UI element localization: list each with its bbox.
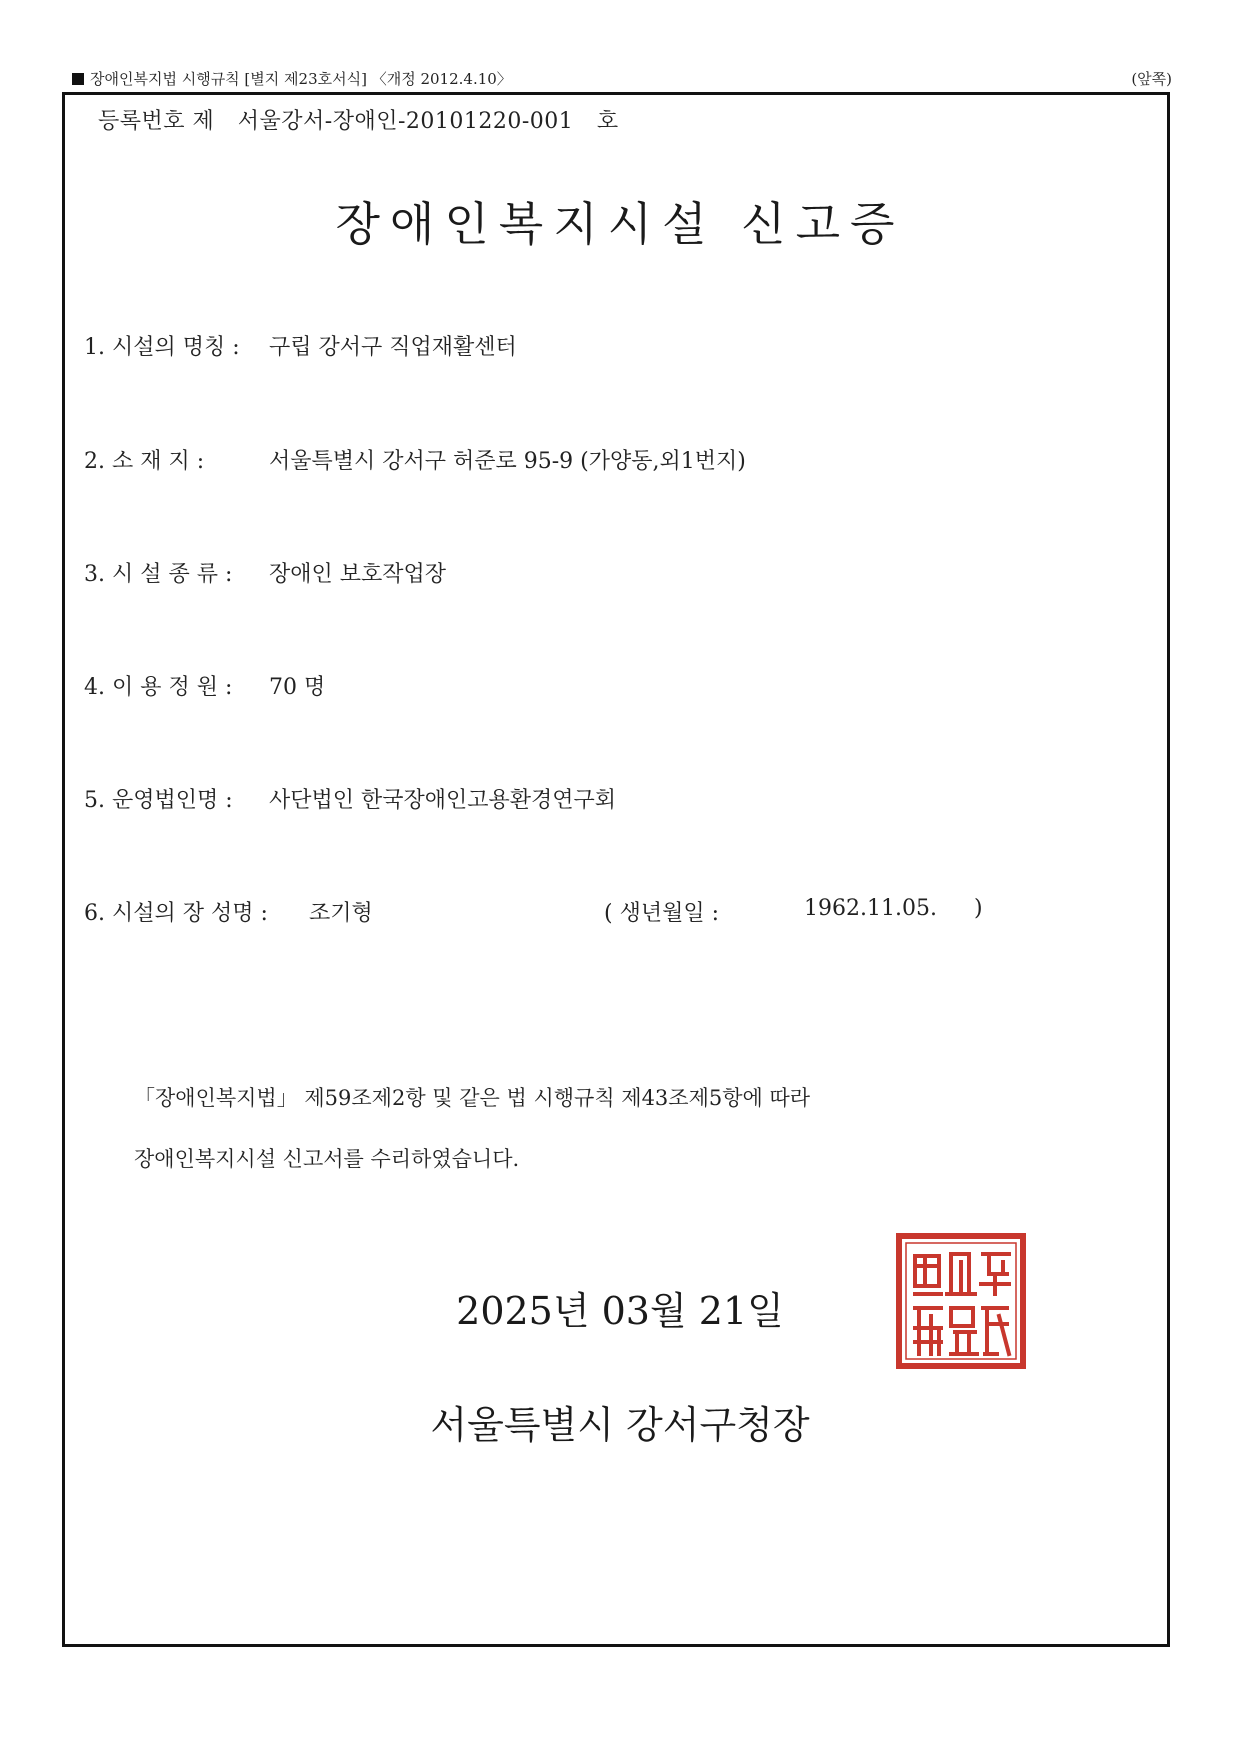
field-facility-type [84, 557, 446, 588]
field-label: 6. 시설의 장 성명 : [84, 901, 268, 926]
birth-date-close: ) [974, 896, 983, 921]
issuer-name: 서울특별시 강서구청장 [430, 1403, 810, 1447]
field-label: 1. 시설의 명칭 : [84, 335, 240, 360]
field-value: 70 명 [269, 675, 326, 700]
field-label: 2. 소 재 지 : [84, 449, 205, 474]
registration-label: 등록번호 제 [98, 109, 215, 134]
seal-graphic [899, 1236, 1023, 1366]
law-reference-text: 장애인복지법 시행규칙 [별지 제23호서식] 〈개정 2012.4.10〉 [90, 70, 512, 88]
field-value: 사단법인 한국장애인고용환경연구회 [269, 788, 617, 813]
field-facility-name [84, 330, 517, 361]
registration-value: 서울강서-장애인-20101220-001 [237, 109, 574, 134]
field-operating-corporation [84, 783, 616, 814]
statement-line-2: 장애인복지시설 신고서를 수리하였습니다. [134, 1147, 520, 1171]
square-bullet-icon [72, 73, 84, 85]
birth-date-label: ( 생년월일 : [604, 901, 719, 926]
registration-number [98, 104, 635, 135]
document-title: 장애인복지시설 신고증 [335, 197, 905, 251]
statement-line-1: 「장애인복지법」 제59조제2항 및 같은 법 시행규칙 제43조제5항에 따라 [134, 1086, 811, 1110]
field-value: 서울특별시 강서구 허준로 95-9 (가양동,외1번지) [269, 449, 746, 474]
issue-date: 2025년 03월 21일 [456, 1289, 784, 1333]
registration-suffix: 호 [596, 109, 619, 134]
field-label: 5. 운영법인명 : [84, 788, 233, 813]
law-reference [72, 68, 512, 89]
field-label: 4. 이 용 정 원 : [84, 675, 233, 700]
birth-date-value: 1962.11.05. [804, 896, 937, 921]
page-side: (앞쪽) [1131, 70, 1172, 88]
field-location [84, 444, 746, 475]
field-label: 3. 시 설 종 류 : [84, 562, 233, 587]
field-value: 장애인 보호작업장 [269, 562, 447, 587]
field-facility-head [84, 896, 983, 927]
field-capacity [84, 670, 325, 701]
official-seal-icon [895, 1232, 1027, 1370]
field-value: 조기형 [309, 901, 373, 926]
form-header [72, 68, 1172, 92]
field-value: 구립 강서구 직업재활센터 [269, 335, 517, 360]
